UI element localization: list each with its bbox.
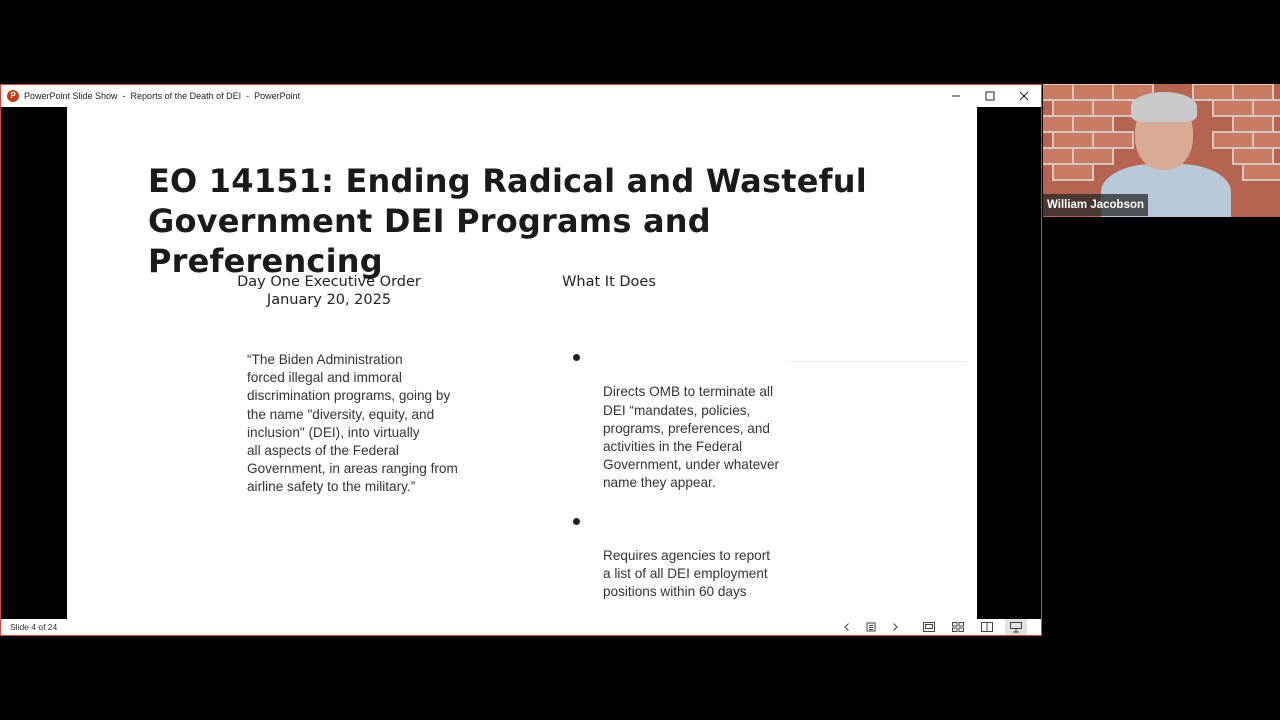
status-bar xyxy=(1,619,1041,635)
slide-sorter-button[interactable] xyxy=(947,619,969,635)
slide-sorter-icon xyxy=(952,622,964,632)
slideshow-icon xyxy=(1010,622,1022,633)
app-icon-letter: P xyxy=(10,91,16,100)
powerpoint-window xyxy=(0,84,1042,636)
person-hair xyxy=(1131,92,1197,122)
bullet-text: Requires agencies to report a list of all DEI employment positions within 60 days xyxy=(603,548,770,600)
left-heading-line2: January 20, 2025 xyxy=(266,292,392,308)
slide-counter: Slide 4 of 24 xyxy=(10,622,58,632)
left-heading-line1: Day One Executive Order xyxy=(237,274,421,290)
bullet-item xyxy=(569,347,799,493)
window-controls xyxy=(939,85,1041,107)
next-icon xyxy=(890,622,900,632)
minimize-button[interactable] xyxy=(939,85,973,107)
maximize-button[interactable] xyxy=(973,85,1007,107)
maximize-icon xyxy=(985,91,995,101)
close-button[interactable] xyxy=(1007,85,1041,107)
normal-view-button[interactable] xyxy=(918,619,940,635)
slide-menu-button[interactable] xyxy=(860,619,882,635)
bullet-dot-icon xyxy=(573,518,580,525)
right-column-heading: What It Does xyxy=(562,274,656,290)
status-controls xyxy=(836,619,1027,635)
previous-slide-button[interactable] xyxy=(836,619,858,635)
slideshow-button[interactable] xyxy=(1005,619,1027,635)
close-icon xyxy=(1019,91,1029,101)
bullet-dot-icon xyxy=(573,354,580,361)
slide-menu-icon xyxy=(866,622,876,632)
bullet-list xyxy=(569,347,799,619)
window-titlebar[interactable] xyxy=(1,85,1041,107)
normal-view-icon xyxy=(923,622,935,632)
slideshow-stage[interactable] xyxy=(1,107,1041,619)
next-slide-button[interactable] xyxy=(884,619,906,635)
bullet-text: Directs OMB to terminate all DEI “mandates, policies, programs, preferences, and activities in the Federal Government, under whatever name they appear. xyxy=(603,384,780,491)
slide-title: EO 14151: Ending Radical and Wasteful Government DEI Programs and Preferencing xyxy=(148,162,867,280)
reading-view-icon xyxy=(981,622,993,632)
divider xyxy=(787,361,967,362)
previous-icon xyxy=(842,622,852,632)
slide[interactable] xyxy=(67,107,977,619)
left-column-heading xyxy=(229,273,429,309)
participant-video[interactable] xyxy=(1043,84,1280,217)
reading-view-button[interactable] xyxy=(976,619,998,635)
participant-name-tag: William Jacobson xyxy=(1043,194,1148,216)
bullet-item xyxy=(569,511,799,602)
powerpoint-app-icon xyxy=(7,90,19,102)
window-title: PowerPoint Slide Show - Reports of the Death of DEI - PowerPoint xyxy=(24,91,301,101)
minimize-icon xyxy=(951,91,961,101)
eo-quote: “The Biden Administration forced illegal and immoral discrimination programs, going by the name "diversity, equity, and inclusion" (DEI), into virtually all aspects of the Federal Government, in areas ranging from airline safety to the military.” xyxy=(247,352,458,495)
